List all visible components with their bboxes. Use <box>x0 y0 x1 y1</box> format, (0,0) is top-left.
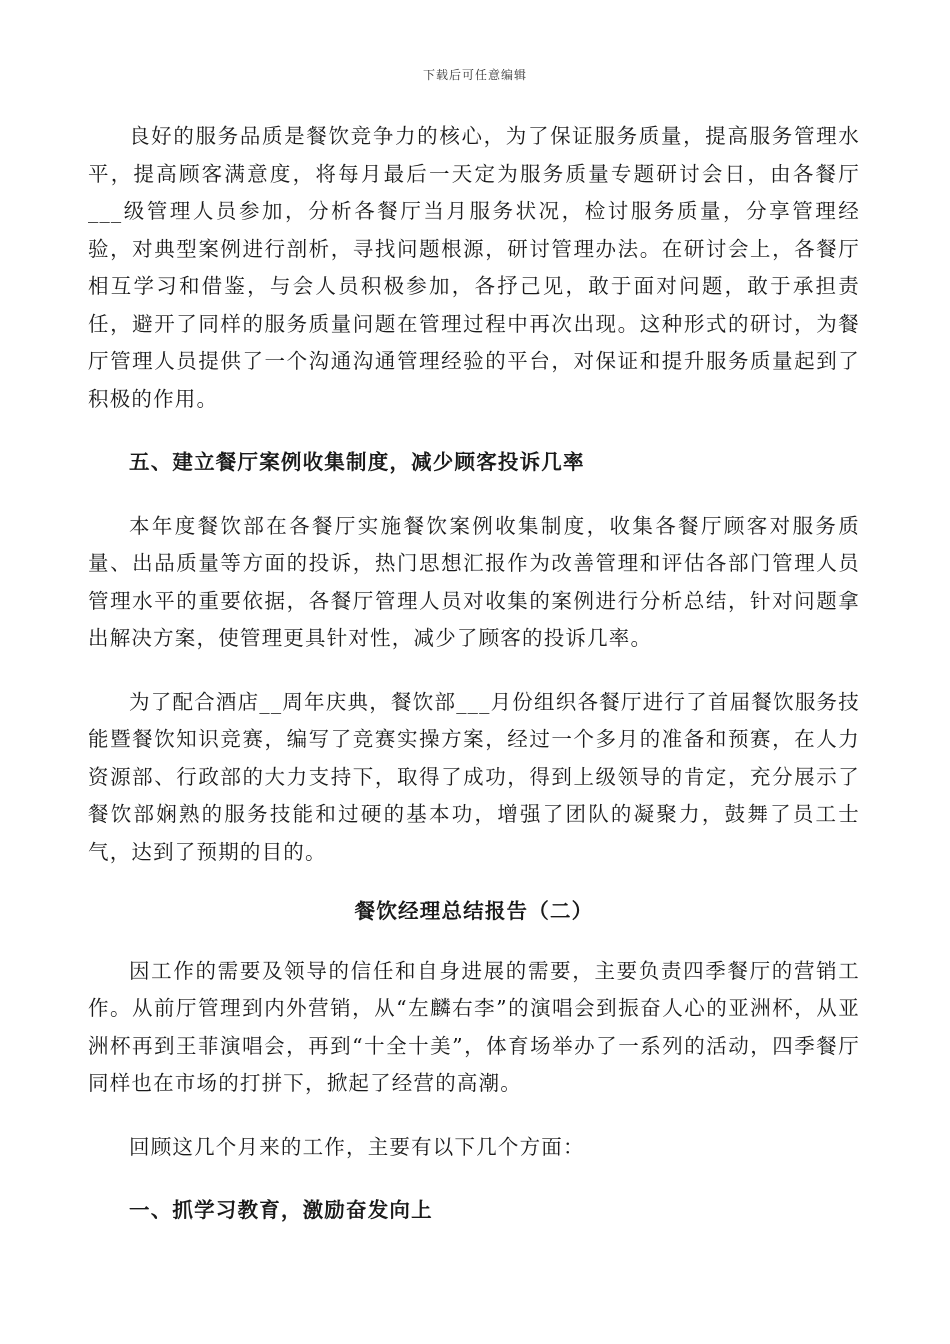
document-body <box>88 118 860 1230</box>
section-heading-one: 一、抓学习教育，激励奋发向上 <box>129 1198 433 1222</box>
paragraph-case-collection: 本年度餐饮部在各餐厅实施餐饮案例收集制度，收集各餐厅顾客对服务质量、出品质量等方面的投诉，热门思想汇报作为改善管理和评估各部门管理人员管理水平的重要依据，各餐厅管理人员对收集的案例进行分析总结，针对问题拿出解决方案，使管理更具针对性，减少了顾客的投诉几率。 <box>88 513 860 650</box>
paragraph-skills-competition: 为了配合酒店__周年庆典，餐饮部___月份组织各餐厅进行了首届餐饮服务技能暨餐饮知识竞赛，编写了竞赛实操方案，经过一个多月的准备和预赛，在人力资源部、行政部的大力支持下，取得了成功，得到上级领导的肯定，充分展示了餐饮部娴熟的服务技能和过硬的基本功，增强了团队的凝聚力，鼓舞了员工士气，达到了预期的目的。 <box>88 689 860 864</box>
paragraph-marketing-work: 因工作的需要及领导的信任和自身进展的需要，主要负责四季餐厅的营销工作。从前厅管理到内外营销，从“左麟右李”的演唱会到振奋人心的亚洲杯，从亚洲杯再到王菲演唱会，再到“十全十美”，体育场举办了一系列的活动，四季餐厅同样也在市场的打拼下，掀起了经营的高潮。 <box>88 958 860 1095</box>
header-note: 下载后可任意编辑 <box>422 68 527 82</box>
paragraph-service-quality: 良好的服务品质是餐饮竞争力的核心，为了保证服务质量，提高服务管理水平，提高顾客满意度，将每月最后一天定为服务质量专题研讨会日，由各餐厅___级管理人员参加，分析各餐厅当月服务状况，检讨服务质量，分享管理经验，对典型案例进行剖析，寻找问题根源，研讨管理办法。在研讨会上，各餐厅相互学习和借鉴，与会人员积极参加，各抒己见，敢于面对问题，敢于承担责任，避开了同样的服务质量问题在管理过程中再次出现。这种形式的研讨，为餐厅管理人员提供了一个沟通沟通管理经验的平台，对保证和提升服务质量起到了积极的作用。 <box>88 124 860 411</box>
paragraph-review-intro: 回顾这几个月来的工作，主要有以下几个方面： <box>129 1134 585 1159</box>
section-heading-five: 五、建立餐厅案例收集制度，减少顾客投诉几率 <box>129 450 585 474</box>
report-title-two: 餐饮经理总结报告（二） <box>354 899 594 923</box>
